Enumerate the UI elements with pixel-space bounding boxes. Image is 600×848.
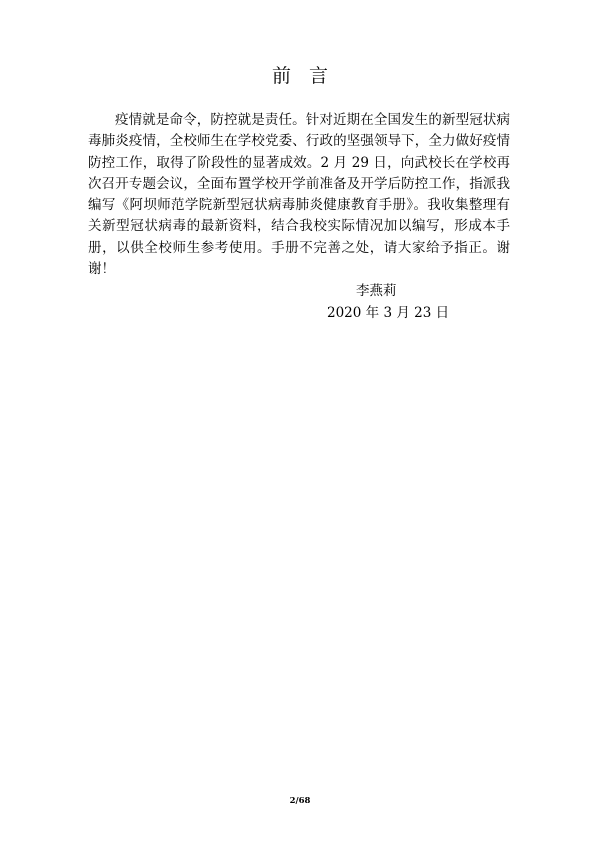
page-number: 2/68	[289, 796, 311, 806]
preface-paragraph: 疫情就是命令，防控就是责任。针对近期在全国发生的新型冠状病毒肺炎疫情，全校师生在学校党委、行政的坚强领导下，全力做好疫情防控工作，取得了阶段性的显著成效。2 月 29 日，向武校长在学校再次召开专题会议，全面布置学校开学前准备及开学后防控工作，指派我编写《阿坝师范学院新型冠状病毒肺炎健康教育手册》。我收集整理有关新型冠状病毒的最新资料，结合我校实际情况加以编写，形成本手册，以供全校师生参考使用。手册不完善之处，请大家给予指正。谢谢！	[88, 112, 510, 278]
signature-date: 2020 年 3 月 23 日	[327, 305, 450, 321]
author-signature: 李燕莉	[356, 283, 397, 299]
page-title: 前言	[271, 65, 346, 87]
